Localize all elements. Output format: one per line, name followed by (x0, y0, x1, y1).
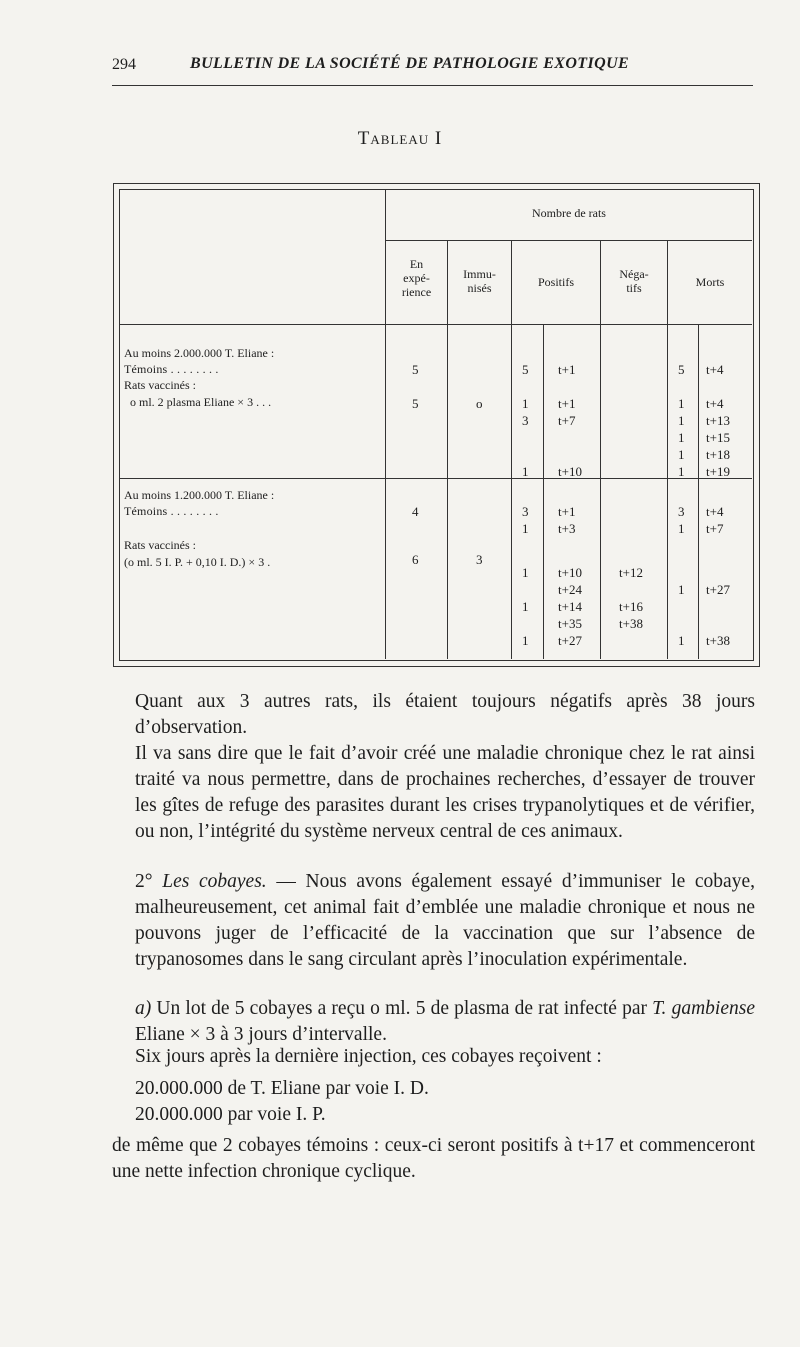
header-span-line (385, 240, 752, 241)
paragraph-6: de même que 2 cobayes témoins : ceux-ci seront positifs à t+17 et commenceront une nette infection chronique cyclique. (112, 1135, 755, 1182)
section-divider (119, 478, 752, 479)
header-positifs: Positifs (537, 275, 574, 289)
s2-temoins-morts-t: t+4 t+7 (706, 504, 724, 536)
section2-heading: Au moins 1.200.000 T. Eliane : (124, 488, 275, 502)
s1-vaccines-pos-n: 1 3 1 (522, 396, 529, 479)
page-number: 294 (112, 56, 136, 73)
paragraph-3 (135, 869, 755, 973)
paragraph-1: Quant aux 3 autres rats, ils étaient toujours négatifs après 38 jours d’observation. (135, 691, 755, 738)
paragraph-2: Il va sans dire que le fait d’avoir créé une maladie chronique chez le rat ainsi traité va nous permettre, dans de prochaines recherches, d’essayer de trouver les gîtes de refuge des parasites durant les crises trypanolytiques et de vérifier, ou non, l’intégrité du système nerveux central de ces animaux. (135, 743, 755, 842)
table-title: Tableau I (357, 128, 443, 149)
s2-vaccines-morts-t: t+27 t+38 (706, 582, 730, 648)
section2-vaccines-label: Rats vaccinés : (124, 538, 196, 552)
dose-line-2: 20.000.000 par voie I. P. (135, 1104, 326, 1125)
s2-temoins-morts-n: 3 1 (678, 504, 685, 536)
s2-temoins-exp: 4 (412, 504, 419, 519)
paragraph-4: a) Un lot de 5 cobayes a reçu o ml. 5 de plasma de rat infecté par T. gambiense Eliane × 3 à 3 jours d’intervalle. (135, 998, 755, 1045)
s1-vaccines-morts-n: 1 1 1 1 1 (678, 396, 685, 479)
section1-heading: Au moins 2.000.000 T. Eliane : (124, 346, 275, 360)
s1-vaccines-imm: o (476, 396, 483, 411)
s2-temoins-pos-t: t+1 t+3 (558, 504, 576, 536)
s1-vaccines-pos-t: t+1 t+7 t+10 (558, 396, 582, 479)
header-morts: Morts (695, 275, 725, 289)
col-divider-imm (511, 240, 512, 659)
species-name: T. gambiense (652, 998, 755, 1019)
running-title: BULLETIN DE LA SOCIÉTÉ DE PATHOLOGIE EXOTIQUE (190, 55, 630, 72)
header-nombre-de-rats: Nombre de rats (532, 206, 606, 220)
header-negatifs: Néga- tifs (619, 267, 649, 295)
s1-temoins-morts-t: t+4 (706, 362, 724, 377)
s2-vaccines-pos-t: t+10 t+24 t+14 t+35 t+27 (558, 565, 582, 648)
section1-temoins-label: Témoins . . . . . . . . (124, 362, 219, 376)
s1-temoins-pos-n: 5 (522, 362, 529, 377)
section1-vaccines-sub: o ml. 2 plasma Eliane × 3 . . . (130, 395, 272, 409)
s1-vaccines-exp: 5 (412, 396, 419, 411)
header-immunises: Immu- nisés (463, 267, 496, 295)
s2-temoins-pos-n: 3 1 (522, 504, 529, 536)
s1-temoins-morts-n: 5 (678, 362, 685, 377)
subcol-pos (543, 324, 544, 659)
paragraph-3-title: Les cobayes. (162, 871, 267, 892)
s2-vaccines-morts-n: 1 1 (678, 582, 685, 648)
section2-vaccines-sub: (o ml. 5 I. P. + 0,10 I. D.) × 3 . (124, 555, 271, 569)
paragraph-3-number: 2° (135, 871, 153, 892)
col-divider-pos (600, 240, 601, 659)
s2-vaccines-imm: 3 (476, 552, 483, 567)
header-bottom-line (119, 324, 752, 325)
paragraph-4-letter: a) (135, 998, 152, 1019)
paragraph-5: Six jours après la dernière injection, ces cobayes reçoivent : (135, 1046, 602, 1067)
paragraph-3-text: — Nous avons également essayé d’immuniser le cobaye, malheureusement, cet animal fait d’emblée une maladie chronique et nous ne pouvons juger de l’efficacité de la vaccination que sur l’absence de trypanosomes dans le sang circulant après l’inoculation expérimentale. (135, 871, 755, 970)
section1-vaccines-label: Rats vaccinés : (124, 378, 196, 392)
col-divider-neg (667, 240, 668, 659)
section2-temoins-label: Témoins . . . . . . . . (124, 504, 219, 518)
col-divider-exp (447, 240, 448, 659)
s1-temoins-pos-t: t+1 (558, 362, 576, 377)
dose-line-1: 20.000.000 de T. Eliane par voie I. D. (135, 1078, 429, 1099)
subcol-morts (698, 324, 699, 659)
header-rule (112, 85, 753, 86)
s2-vaccines-neg-t: t+12 t+16 t+38 (619, 565, 643, 631)
s2-vaccines-exp: 6 (412, 552, 419, 567)
s1-temoins-exp: 5 (412, 362, 419, 377)
s1-vaccines-morts-t: t+4 t+13 t+15 t+18 t+19 (706, 396, 730, 479)
s2-vaccines-pos-n: 1 1 1 (522, 565, 529, 648)
header-en-experience: En expé- rience (401, 257, 432, 299)
